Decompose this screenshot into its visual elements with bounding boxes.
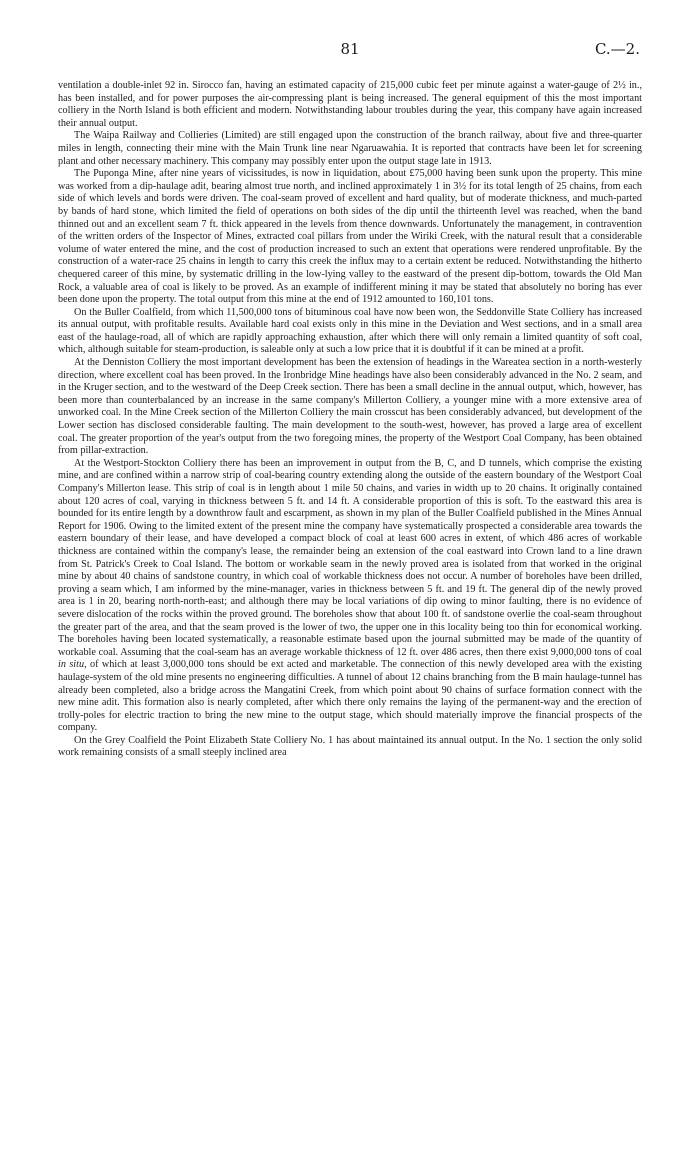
paragraph-westport-stockton: [58, 458, 642, 735]
paragraph-grey-coalfield: On the Grey Coalfield the Point Elizabeth State Colliery No. 1 has about maintained its annual output. In the No. 1 section the only solid work remaining consists of a small steeply inclined area: [58, 734, 642, 759]
paragraph-waipa-railway: The Waipa Railway and Collieries (Limited) are still engaged upon the construction of the branch railway, about five and three-quarter miles in length, connecting their mine with the Main Trunk line near Ngaruawahia. It is reported that contracts have been let for screening plant and other necessary machinery. This company may possibly enter upon the output stage late in 1913.: [58, 130, 642, 167]
westport-stockton-text-after: , of which at least 3,000,000 tons should be ext acted and marketable. The connection of this newly developed area with the existing haulage-system of the old mine presents no engineering difficulties. A tunnel of about 12 chains branching from the B main haulage-tunnel has already been completed, also a bridge across the Mangatini Creek, from which point about 90 chains of surface formation connect with the new mine adit. This formation also is nearly completed, after which there only remains the laying of the permanent-way and the erection of trolly-poles for electric traction to bring the new mine to the output stage, which should materially improve the financial prospects of the company.: [58, 659, 642, 734]
westport-stockton-text: At the Westport-Stockton Colliery there has been an improvement in output from the B, C, and D tunnels, which comprise the existing mine, and are confined within a narrow strip of coal-bearing country extending along the outside of the eastern boundary of the Westport Coal Company's Millerton lease. This strip of coal is in length about 1 mile 50 chains, and varies in width up to 20 chains. It originally contained about 120 acres of coal, varying in thickness between 5 ft. and 14 ft. A considerable proportion of this is soft. To the eastward this area is bounded for its entire length by a downthrow fault and escarpment, as shown in my plan of the Buller Coalfield published in the Mines Annual Report for 1906. Owing to the limited extent of the present mine the company have systematically prospected a considerable area towards the eastern boundary of their lease, and have developed a compact block of coal at least 600 acres in extent, of which 486 acres of workable thickness are contained within the company's lease, the remainder being an extension of the coal eastward into Crown land to a line drawn from St. Patrick's Creek to Coal Island. The bottom or workable seam in the newly proved area is isolated from that worked in the original mine by about 40 chains of sandstone country, in which coal of workable thickness does not occur. A number of boreholes have been drilled, proving a seam which, I am informed by the mine-manager, varies in thickness between 5 ft. and 19 ft. The general dip of the newly proved area is 1 in 20, bearing north-north-east; and although there may be local variations of dip owing to minor faulting, there is no evidence of severe dislocation of the rocks within the proved ground. The boreholes show that about 100 ft. of sandstone overlie the coal-seam throughout the greater part of the area, and that the seam proved is the lower of two, the upper one in this locality being too thin for economical working. The boreholes having been located systematically, a reasonable estimate based upon the journal submitted may be made of the quantity of workable coal. Assuming that the coal-seam has an average workable thickness of 12 ft. over 486 acres, then there exist 9,000,000 tons of coal: [58, 457, 642, 658]
in-situ-italic: in situ: [58, 659, 85, 671]
body-text: [58, 80, 642, 760]
paragraph-denniston-colliery: At the Denniston Colliery the most important development has been the extension of headings in the Wareatea section in a north-westerly direction, where excellent coal has been proved. In the Ironbridge Mine headings have also been considerably advanced in the No. 2 seam, and in the Kruger section, and to the westward of the Deep Creek section. There has been a small decline in the annual output, which, however, has been more than counterbalanced by an increase in the same company's Millerton Colliery, a younger mine with a more extensive area of unworked coal. In the Mine Creek section of the Millerton Colliery the main crosscut has been considerably advanced, but development of the Lower section has disclosed considerable faulting. The main development to the south-west, however, has proved a large area of excellent coal. The greater proportion of the year's output from the two foregoing mines, the property of the Westport Coal Company, has been obtained from pillar-extraction.: [58, 357, 642, 457]
page-header: [60, 40, 640, 64]
document-reference: C.—2.: [594, 40, 640, 58]
paragraph-puponga-mine: The Puponga Mine, after nine years of vicissitudes, is now in liquidation, about £75,000 having been sunk upon the property. This mine was worked from a dip-haulage adit, bearing almost true north, and inclined approximately 1 in 3½ for its total length of 25 chains, from each side of which levels and bords were driven. The coal-seam proved of excellent and hard quality, but of moderate thickness, and much-parted by bands of hard stone, which limited the field of operations on both sides of the dip until the thirteenth level was reached, when the band thinned out and an excellent seam 7 ft. thick appeared in the levels from thence downwards. Unfortunately the management, in contravention of the written orders of the Inspector of Mines, extracted coal pillars from under the Wiriki Creek, with the natural result that a considerable volume of water entered the mine, and the cost of production increased to such an extent that operations were rendered unprofitable. By the construction of a water-race 25 chains in length to carry this creek the influx may to a certain extent be reduced. Notwithstanding the hitherto chequered career of this mine, by systematic drilling in the low-lying valley to the eastward of the present dip-bottom, towards the Old Man Rock, a valuable area of coal is likely to be proved. As an example of indifferent mining it may be stated that absolutely no boring has ever been done upon the property. The total output from this mine at the end of 1912 amounted to 160,101 tons.: [58, 168, 642, 306]
page-number: 81: [340, 40, 360, 58]
paragraph-ventilation: ventilation a double-inlet 92 in. Sirocco fan, having an estimated capacity of 215,000 cubic feet per minute against a water-gauge of 2½ in., has been installed, and for power purposes the air-compressing plant is being increased. The general equipment of this the most important colliery in the North Island is both efficient and modern. Notwithstanding labour troubles during the year, this company have again increased their annual output.: [58, 80, 642, 129]
paragraph-buller-coalfield: On the Buller Coalfield, from which 11,500,000 tons of bituminous coal have now been won, the Seddonville State Colliery has increased its annual output, with profitable results. Available hard coal exists only in this mine in the Deviation and West sections, and in a small area east of the haulage-road, all of which are rapidly approaching exhaustion, after which there will only remain a limited quantity of soft coal, which, although suitable for steam-production, is saleable only at such a low price that it is doubtful if it can be mined at a profit.: [58, 306, 642, 356]
